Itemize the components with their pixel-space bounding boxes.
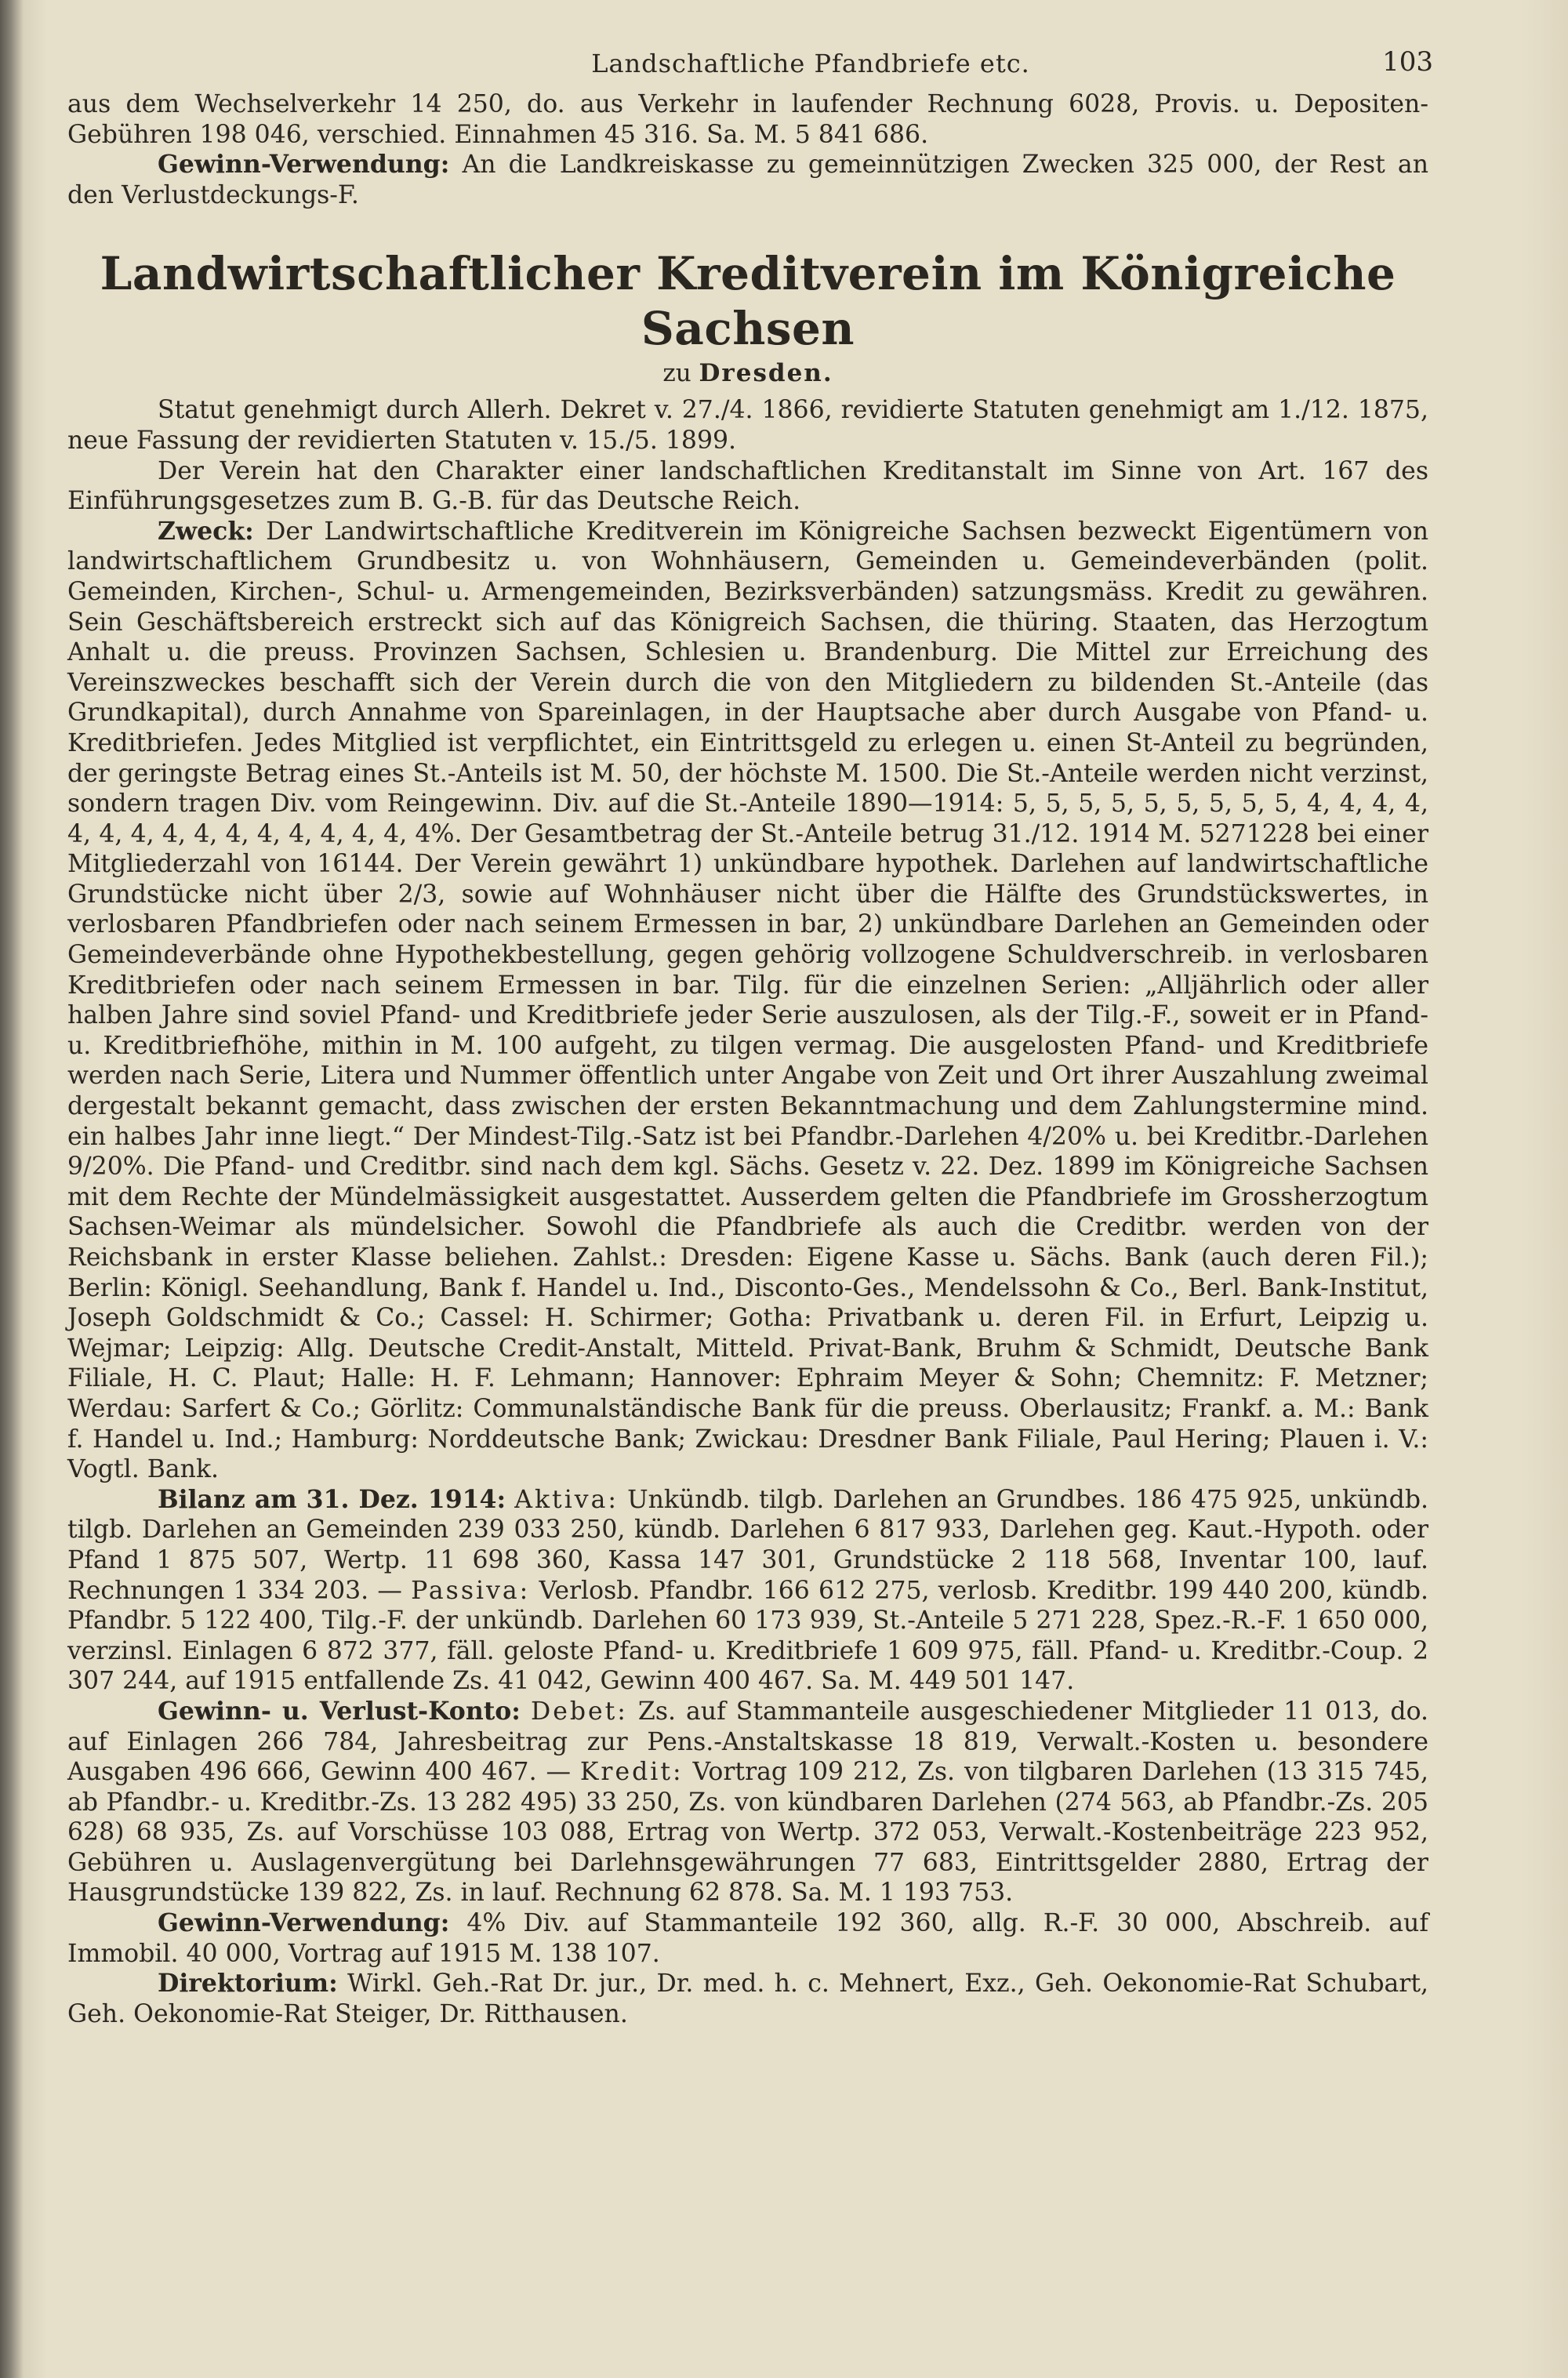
statut-paragraph: Statut genehmigt durch Allerh. Dekret v. 27./4. 1866, revidierte Statuten genehmigt am 1./12. 1875, neue Fassung der revidierten Statuten v. 15./5. 1899. [67,396,1428,455]
bilanz-label: Bilanz am 31. Dez. 1914: [158,1484,506,1514]
zweck-label: Zweck: [158,516,254,546]
bilanz-passiva-label: Passiva: [411,1576,531,1605]
article-title: Landwirtschaftlicher Kreditverein im Königreiche Sachsen [100,247,1396,356]
direktorium-label: Direktorium: [158,1969,338,1999]
zweck-text: Der Landwirtschaftliche Kreditverein im Königreiche Sachsen bezweckt Eigentümern von landwirtschaftlichem Grundbesitz u. von Wohnhäusern, Gemeinden u. Gemeindeverbänden (polit. Gemeinden, Kirchen-, Schul- u. Armengemeinden, Bezirksverbänden) satzungsmäss. Kredit zu gewähren. Sein Geschäftsbereich erstreckt sich auf das Königreich Sachsen, die thüring. Staaten, das Herzogtum Anhalt u. die preuss. Provinzen Sachsen, Schlesien u. Brandenburg. Die Mittel zur Erreichung des Vereinszweckes beschafft sich der Verein durch die von den Mitgliedern zu bildenden St.-Anteile (das Grundkapital), durch Annahme von Spareinlagen, in der Hauptsache aber durch Ausgabe von Pfand- u. Kreditbriefen. Jedes Mitglied ist verpflichtet, ein Eintrittsgeld zu erlegen u. einen St-Anteil zu begründen, der geringste Betrag eines St.-Anteils ist M. 50, der höchste M. 1500. Die St.-Anteile werden nicht verzinst, sondern tragen Div. vom Reingewinn. Div. auf die St.-Anteile 1890—1914: 5, 5, 5, 5, 5, 5, 5, 5, 5, 4, 4, 4, 4, 4, 4, 4, 4, 4, 4, 4, 4, 4, 4, 4, 4%. Der Gesamtbetrag der St.-Anteile betrug 31./12. 1914 M. 5271228 bei einer Mitgliederzahl von 16144. Der Verein gewährt 1) unkündbare hypothek. Darlehen auf landwirtschaftliche Grundstücke nicht über 2/3, sowie auf Wohnhäuser nicht über die Hälfte des Grundstückswertes, in verlosbaren Pfandbriefen oder nach seinem Ermessen in bar, 2) unkündbare Darlehen an Gemeinden oder Gemeindeverbände ohne Hypothekbestellung, gegen gehörig vollzogene Schuldverschreib. in verlosbaren Kreditbriefen oder nach seinem Ermessen in bar. Tilg. für die einzelnen Serien: „Alljährlich oder aller halben Jahre sind soviel Pfand- und Kreditbriefe jeder Serie auszulosen, als der Tilg.-F., soweit er in Pfand- u. Kreditbriefhöhe, mithin in M. 100 aufgeht, zu tilgen vermag. Die ausgelosten Pfand- und Kreditbriefe werden nach Serie, Litera und Nummer öffentlich unter Angabe von Zeit und Ort ihrer Auszahlung zweimal dergestalt bekannt gemacht, dass zwischen der ersten Bekanntmachung und dem Zahlungstermine mind. ein halbes Jahr inne liegt.“ Der Mindest-Tilg.-Satz ist bei Pfandbr.-Darlehen 4/20% u. bei Kreditbr.-Darlehen 9/20%. Die Pfand- und Creditbr. sind nach dem kgl. Sächs. Gesetz v. 22. Dez. 1899 im Königreiche Sachsen mit dem Rechte der Mündelmässigkeit ausgestattet. Ausserdem gelten die Pfandbriefe im Grossherzogtum Sachsen-Weimar als mündelsicher. Sowohl die Pfandbriefe als auch die Creditbr. werden von der Reichsbank in erster Klasse beliehen. Zahlst.: Dresden: Eigene Kasse u. Sächs. Bank (auch deren Fil.); Berlin: Königl. Seehandlung, Bank f. Handel u. Ind., Disconto-Ges., Mendelssohn & Co., Berl. Bank-Institut, Joseph Goldschmidt & Co.; Cassel: H. Schirmer; Gotha: Privatbank u. deren Fil. in Erfurt, Leipzig u. Wejmar; Leipzig: Allg. Deutsche Credit-Anstalt, Mitteld. Privat-Bank, Bruhm & Schmidt, Deutsche Bank Filiale, H. C. Plaut; Halle: H. F. Lehmann; Hannover: Ephraim Meyer & Sohn; Chemnitz: F. Metzner; Werdau: Sarfert & Co.; Görlitz: Communalständische Bank für die preuss. Oberlausitz; Frankf. a. M.: Bank f. Handel u. Ind.; Hamburg: Norddeutsche Bank; Zwickau: Dresdner Bank Filiale, Paul Hering; Plauen i. V.: Vogtl. Bank. [67,517,1428,1484]
direktorium-text: Wirkl. Geh.-Rat Dr. jur., Dr. med. h. c. Mehnert, Exz., Geh. Oekonomie-Rat Schubart, Geh. Oekonomie-Rat Steiger, Dr. Ritthausen. [67,1970,1428,2028]
charakter-paragraph: Der Verein hat den Charakter einer landschaftlichen Kreditanstalt im Sinne von Art. 167 des Einführungsgesetzes zum B. G.-B. für das Deutsche Reich. [67,456,1428,516]
bilanz-paragraph [67,1485,1428,1697]
intro-gewinn-verwendung-text: An die Landkreiskasse zu gemeinnützigen Zwecken 325 000, der Rest an den Verlustdeckungs-F. [67,151,1428,209]
guv-label: Gewinn- u. Verlust-Konto: [158,1696,521,1726]
guv-kredit-text: Vortrag 109 212, Zs. von tilgbaren Darlehen (13 315 745, ab Pfandbr.- u. Kreditbr.-Zs. 13 282 495) 33 250, Zs. von kündbaren Darlehen (274 563, ab Pfandbr.-Zs. 205 628) 68 935, Zs. auf Vorschüsse 103 088, Ertrag von Wertp. 372 053, Verwalt.-Kostenbeiträge 223 952, Gebühren u. Auslagenvergütung bei Darlehnsgewährungen 77 683, Eintrittsgelder 2880, Ertrag der Hausgrundstücke 139 822, Zs. in lauf. Rechnung 62 878. Sa. M. 1 193 753. [67,1758,1428,1908]
verwendung-paragraph [67,1908,1428,1969]
running-head [67,44,1433,89]
running-title: Landschaftliche Pfandbriefe etc. [591,49,1030,78]
page-content [67,44,1433,2029]
zweck-paragraph [67,517,1428,1485]
guv-debet-label: Debet: [530,1697,628,1726]
bilanz-aktiva-label: Aktiva: [514,1485,619,1514]
verwendung-text: 4% Div. auf Stammanteile 192 360, allg. R.-F. 30 000, Abschreib. auf Immobil. 40 000, Vortrag auf 1915 M. 138 107. [67,1909,1428,1968]
subtitle-city: Dresden. [699,359,833,388]
guv-debet-text: Zs. auf Stammanteile ausgeschiedener Mitglieder 11 013, do. auf Einlagen 266 784, Jahresbeitrag zur Pens.-Anstaltskasse 18 819, Verwalt.-Kosten u. besondere Ausgaben 496 666, Gewinn 400 467. — [67,1697,1428,1787]
bilanz-aktiva-text: Unkündb. tilgb. Darlehen an Grundbes. 186 475 925, unkündb. tilgb. Darlehen an Gemeinden 239 033 250, kündb. Darlehen 6 817 933, Darlehen geg. Kaut.-Hypoth. oder Pfand 1 875 507, Wertp. 11 698 360, Kassa 147 301, Grundstücke 2 118 568, Inventar 100, lauf. Rechnungen 1 334 203. — [67,1485,1429,1605]
article-subtitle [67,356,1428,390]
bilanz-passiva-text: Verlosb. Pfandbr. 166 612 275, verlosb. Kreditbr. 199 440 200, kündb. Pfandbr. 5 122 400, Tilg.-F. der unkündb. Darlehen 60 173 939, St.-Anteile 5 271 228, Spez.-R.-F. 1 650 000, verzinsl. Einlagen 6 872 377, fäll. geloste Pfand- u. Kreditbriefe 1 609 975, fäll. Pfand- u. Kreditbr.-Coup. 2 307 244, auf 1915 entfallende Zs. 41 042, Gewinn 400 467. Sa. M. 449 501 147. [67,1576,1428,1696]
guv-paragraph [67,1697,1428,1908]
verwendung-label: Gewinn-Verwendung: [158,1908,450,1938]
subtitle-prefix: zu [662,359,699,388]
intro-gewinn-verwendung [67,150,1428,210]
intro-gewinn-verwendung-label: Gewinn-Verwendung: [158,150,450,180]
direktorium-paragraph [67,1969,1428,2029]
guv-kredit-label: Kredit: [579,1758,684,1787]
page-number: 103 [1382,46,1433,78]
intro-paragraph: aus dem Wechselverkehr 14 250, do. aus Verkehr in laufender Rechnung 6028, Provis. u. Depositen-Gebühren 198 046, verschied. Einnahmen 45 316. Sa. M. 5 841 686. [67,90,1428,149]
